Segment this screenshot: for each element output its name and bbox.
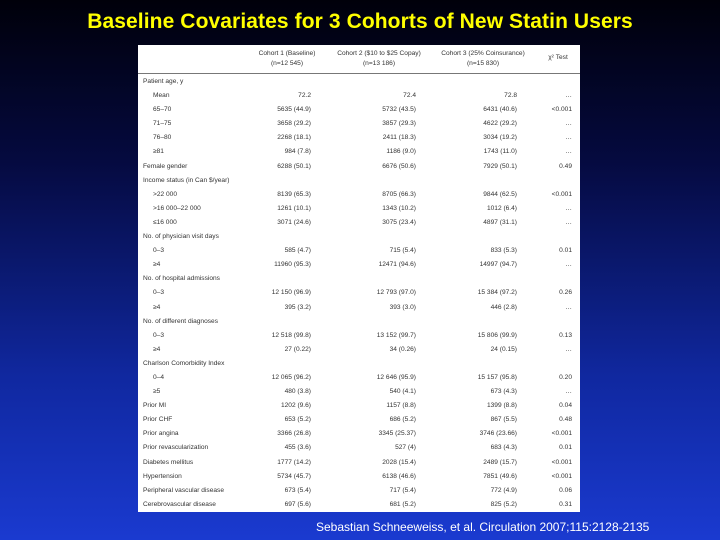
cohort-1-value: 8139 (65.3)	[277, 190, 311, 198]
chi-square-value: <0.001	[551, 458, 572, 466]
cohort-2-value: 3857 (29.3)	[382, 120, 416, 128]
cohort-3-value: 24 (0.15)	[490, 345, 517, 353]
cohort-2-value: 6676 (50.6)	[382, 162, 416, 170]
cohort-1-value: 3658 (29.2)	[277, 120, 311, 128]
cohort-3-value: 15 157 (95.8)	[477, 373, 517, 381]
cohort-1-value: 12 065 (96.2)	[271, 373, 311, 381]
cohort-3-value: 772 (4.9)	[490, 486, 517, 494]
chi-square-value: …	[565, 120, 572, 128]
cohort-1-value: 395 (3.2)	[284, 303, 311, 311]
table-body	[138, 75, 580, 512]
cohort-1-value: 653 (5.2)	[284, 416, 311, 424]
row-label: Prior CHF	[143, 416, 173, 424]
row-label: Hypertension	[143, 472, 182, 480]
cohort-2-value: 540 (4.1)	[389, 388, 416, 396]
cohort-3-value: 4622 (29.2)	[483, 120, 517, 128]
table-row	[138, 188, 580, 202]
table-row	[138, 174, 580, 188]
row-label: No. of hospital admissions	[143, 275, 220, 283]
header-cohort-2-n: (n=13 186)	[362, 59, 396, 67]
chi-square-value: …	[565, 134, 572, 142]
slide-title: Baseline Covariates for 3 Cohorts of New Statin Users	[87, 10, 633, 33]
cohort-3-value: 3746 (23.66)	[479, 430, 517, 438]
cohort-2-value: 681 (5.2)	[389, 500, 416, 508]
cohort-2-value: 717 (5.4)	[389, 486, 416, 494]
row-label: Charlson Comorbidity Index	[143, 359, 225, 367]
cohort-3-value: 1743 (11.0)	[483, 148, 517, 156]
cohort-3-value: 867 (5.5)	[490, 416, 517, 424]
cohort-3-value: 2489 (15.7)	[483, 458, 517, 466]
row-label: ≥4	[153, 345, 161, 353]
cohort-1-value: 455 (3.6)	[284, 444, 311, 452]
chi-square-value: 0.06	[559, 486, 572, 494]
header-cohort-3-n: (n=15 830)	[466, 59, 500, 67]
cohort-2-value: 2028 (15.4)	[382, 458, 416, 466]
cohort-3-value: 1012 (6.4)	[486, 204, 517, 212]
header-cohort-2-title: Cohort 2 ($10 to $25 Copay)	[337, 50, 421, 57]
cohort-3-value: 72.8	[504, 92, 517, 100]
cohort-3-value: 683 (4.3)	[490, 444, 517, 452]
cohort-3-value: 825 (5.2)	[490, 500, 517, 508]
cohort-3-value: 833 (5.3)	[490, 247, 517, 255]
row-label: 0–3	[153, 331, 165, 339]
cohort-1-value: 5734 (45.7)	[277, 472, 311, 480]
chi-square-value: 0.31	[559, 500, 572, 508]
cohort-3-value: 3034 (19.2)	[483, 134, 517, 142]
cohort-2-value: 1157 (8.8)	[386, 402, 416, 410]
cohort-3-value: 14997 (94.7)	[479, 261, 517, 269]
chi-square-value: …	[565, 92, 572, 100]
chi-square-value: 0.49	[559, 162, 572, 170]
cohort-1-value: 1777 (14.2)	[277, 458, 311, 466]
header-cohort-3-title: Cohort 3 (25% Coinsurance)	[441, 50, 525, 57]
cohort-1-value: 673 (5.4)	[284, 486, 311, 494]
row-label: Income status (in Can $/year)	[143, 176, 230, 184]
chi-square-value: …	[565, 345, 572, 353]
cohort-2-value: 686 (5.2)	[389, 416, 416, 424]
row-label: ≥5	[153, 388, 161, 396]
row-label: Prior revascularization	[143, 444, 209, 452]
table-row	[138, 315, 580, 329]
cohort-2-value: 1186 (9.0)	[386, 148, 416, 156]
cohort-3-value: 446 (2.8)	[490, 303, 517, 311]
header-cohort-1-n: (n=12 545)	[270, 59, 304, 67]
cohort-1-value: 6288 (50.1)	[277, 162, 311, 170]
table-row	[138, 89, 580, 103]
cohort-2-value: 2411 (18.3)	[382, 134, 416, 142]
row-label: Mean	[153, 92, 170, 100]
table-row	[138, 441, 580, 455]
cohort-1-value: 480 (3.8)	[284, 388, 311, 396]
cohort-2-value: 6138 (46.6)	[382, 472, 416, 480]
table-row	[138, 343, 580, 357]
chi-square-value: <0.001	[551, 190, 572, 198]
cohort-2-value: 12 646 (95.9)	[376, 373, 416, 381]
chi-square-value: 0.26	[559, 289, 572, 297]
header-cohort-3	[434, 49, 532, 68]
row-label: 0–3	[153, 289, 165, 297]
row-label: Patient age, y	[143, 78, 184, 85]
row-label: ≤16 000	[153, 218, 177, 226]
table-row	[138, 413, 580, 427]
chi-square-value: 0.48	[559, 416, 572, 424]
table-row	[138, 75, 580, 89]
cohort-2-value: 5732 (43.5)	[382, 106, 416, 114]
cohort-2-value: 715 (5.4)	[389, 247, 416, 255]
cohort-2-value: 72.4	[403, 92, 416, 100]
row-label: No. of physician visit days	[143, 233, 219, 241]
cohort-2-value: 393 (3.0)	[389, 303, 416, 311]
table-row	[138, 470, 580, 484]
cohort-3-value: 15 384 (97.2)	[477, 289, 517, 297]
table-row	[138, 131, 580, 145]
row-label: Cerebrovascular disease	[143, 500, 216, 508]
row-label: Female gender	[143, 162, 188, 170]
cohort-1-value: 2268 (18.1)	[277, 134, 311, 142]
chi-square-value: …	[565, 261, 572, 269]
table-header	[138, 45, 580, 74]
table-row	[138, 202, 580, 216]
cohort-1-value: 12 150 (96.9)	[271, 289, 311, 297]
table-row	[138, 145, 580, 159]
cohort-3-value: 6431 (40.6)	[483, 106, 517, 114]
table-row	[138, 286, 580, 300]
table-row	[138, 456, 580, 470]
row-label: Prior angina	[143, 430, 179, 438]
table-row	[138, 258, 580, 272]
chi-square-value: <0.001	[551, 472, 572, 480]
cohort-2-value: 34 (0.26)	[389, 345, 416, 353]
row-label: 65–70	[153, 106, 172, 114]
chi-square-value: 0.20	[559, 373, 572, 381]
header-cohort-1	[248, 49, 326, 68]
chi-square-value: <0.001	[551, 106, 572, 114]
chi-square-value: 0.04	[559, 402, 572, 410]
cohort-1-value: 27 (0.22)	[284, 345, 311, 353]
chi-square-value: <0.001	[551, 430, 572, 438]
cohort-3-value: 4897 (31.1)	[483, 218, 517, 226]
cohort-2-value: 13 152 (99.7)	[376, 331, 416, 339]
table-row	[138, 371, 580, 385]
table-row	[138, 301, 580, 315]
row-label: >16 000–22 000	[153, 204, 201, 212]
cohort-1-value: 12 518 (99.8)	[271, 331, 311, 339]
table-row	[138, 216, 580, 230]
cohort-2-value: 12471 (94.6)	[378, 261, 416, 269]
table-row	[138, 230, 580, 244]
cohort-2-value: 12 793 (97.0)	[376, 289, 416, 297]
table-row	[138, 427, 580, 441]
table-row	[138, 103, 580, 117]
row-label: 71–75	[153, 120, 172, 128]
table-row	[138, 244, 580, 258]
row-label: ≥81	[153, 148, 164, 156]
cohort-1-value: 1261 (10.1)	[277, 204, 311, 212]
cohort-2-value: 3075 (23.4)	[382, 218, 416, 226]
cohort-1-value: 984 (7.8)	[284, 148, 311, 156]
chi-square-value: 0.13	[559, 331, 572, 339]
chi-square-value: …	[565, 388, 572, 396]
table-row	[138, 357, 580, 371]
table-row	[138, 498, 580, 512]
cohort-3-value: 7929 (50.1)	[483, 162, 517, 170]
table-row	[138, 484, 580, 498]
row-label: >22 000	[153, 190, 178, 198]
cohort-3-value: 1399 (8.8)	[486, 402, 517, 410]
row-label: Diabetes mellitus	[143, 458, 194, 466]
chi-square-value: …	[565, 148, 572, 156]
cohort-1-value: 5635 (44.9)	[277, 106, 311, 114]
row-label: No. of different diagnoses	[143, 317, 219, 325]
table-row	[138, 272, 580, 286]
row-label: 76–80	[153, 134, 172, 142]
cohort-3-value: 15 806 (99.9)	[477, 331, 517, 339]
table-row	[138, 385, 580, 399]
cohort-1-value: 72.2	[298, 92, 311, 100]
table-row	[138, 399, 580, 413]
row-label: ≥4	[153, 303, 161, 311]
cohort-1-value: 697 (5.6)	[284, 500, 311, 508]
cohort-1-value: 11960 (95.3)	[274, 261, 311, 269]
cohort-2-value: 8705 (66.3)	[382, 190, 416, 198]
cohort-3-value: 673 (4.3)	[490, 388, 517, 396]
row-label: 0–4	[153, 373, 165, 381]
table-row	[138, 160, 580, 174]
header-cohort-2	[328, 49, 430, 68]
cohort-3-value: 7851 (49.6)	[483, 472, 517, 480]
chi-square-value: …	[565, 303, 572, 311]
cohort-1-value: 3071 (24.6)	[277, 218, 311, 226]
cohort-1-value: 1202 (9.6)	[280, 402, 311, 410]
header-chi-square-test: χ² Test	[548, 54, 568, 61]
chi-square-value: 0.01	[559, 444, 572, 452]
chi-square-value: 0.01	[559, 247, 572, 255]
table-row	[138, 329, 580, 343]
cohort-1-value: 3366 (26.8)	[277, 430, 311, 438]
citation: Sebastian Schneeweiss, et al. Circulation 2007;115:2128-2135	[316, 520, 650, 534]
table-row	[138, 117, 580, 131]
cohort-1-value: 585 (4.7)	[284, 247, 311, 255]
header-cohort-1-title: Cohort 1 (Baseline)	[258, 50, 316, 57]
cohort-3-value: 9844 (62.5)	[483, 190, 517, 198]
chi-square-value: …	[565, 204, 572, 212]
cohort-2-value: 3345 (25.37)	[378, 430, 416, 438]
chi-square-value: …	[565, 218, 572, 226]
row-label: Peripheral vascular disease	[143, 486, 224, 494]
row-label: ≥4	[153, 261, 161, 269]
covariates-table	[138, 45, 580, 512]
cohort-2-value: 527 (4)	[395, 444, 416, 452]
cohort-2-value: 1343 (10.2)	[382, 204, 416, 212]
row-label: Prior MI	[143, 402, 167, 410]
row-label: 0–3	[153, 247, 165, 255]
